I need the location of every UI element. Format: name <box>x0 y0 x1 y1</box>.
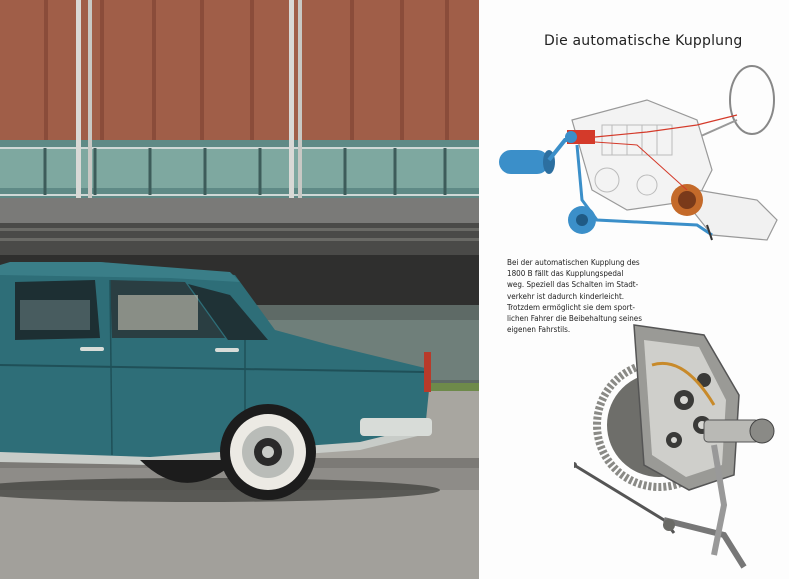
paragraph-line: eigenen Fahrstils. <box>507 325 571 335</box>
clutch-system-illustration <box>497 60 787 250</box>
paragraph-line: lichen Fahrer die Beibehaltung seines <box>507 314 642 324</box>
paragraph-line: Trotzdem ermöglicht sie dem sport- <box>507 302 636 312</box>
paragraph-line: weg. Speziell das Schalten im Stadt- <box>507 280 639 290</box>
paragraph-line: verkehr ist dadurch kinderleicht. <box>507 291 625 301</box>
page-title: Die automatische Kupplung <box>544 33 743 49</box>
paragraph-line: Bei der automatischen Kupplung des <box>507 258 640 267</box>
text-panel <box>479 0 789 579</box>
paragraph-line: 1800 B fällt das Kupplungspedal <box>507 269 624 279</box>
clutch-mechanism-illustration <box>574 305 784 575</box>
